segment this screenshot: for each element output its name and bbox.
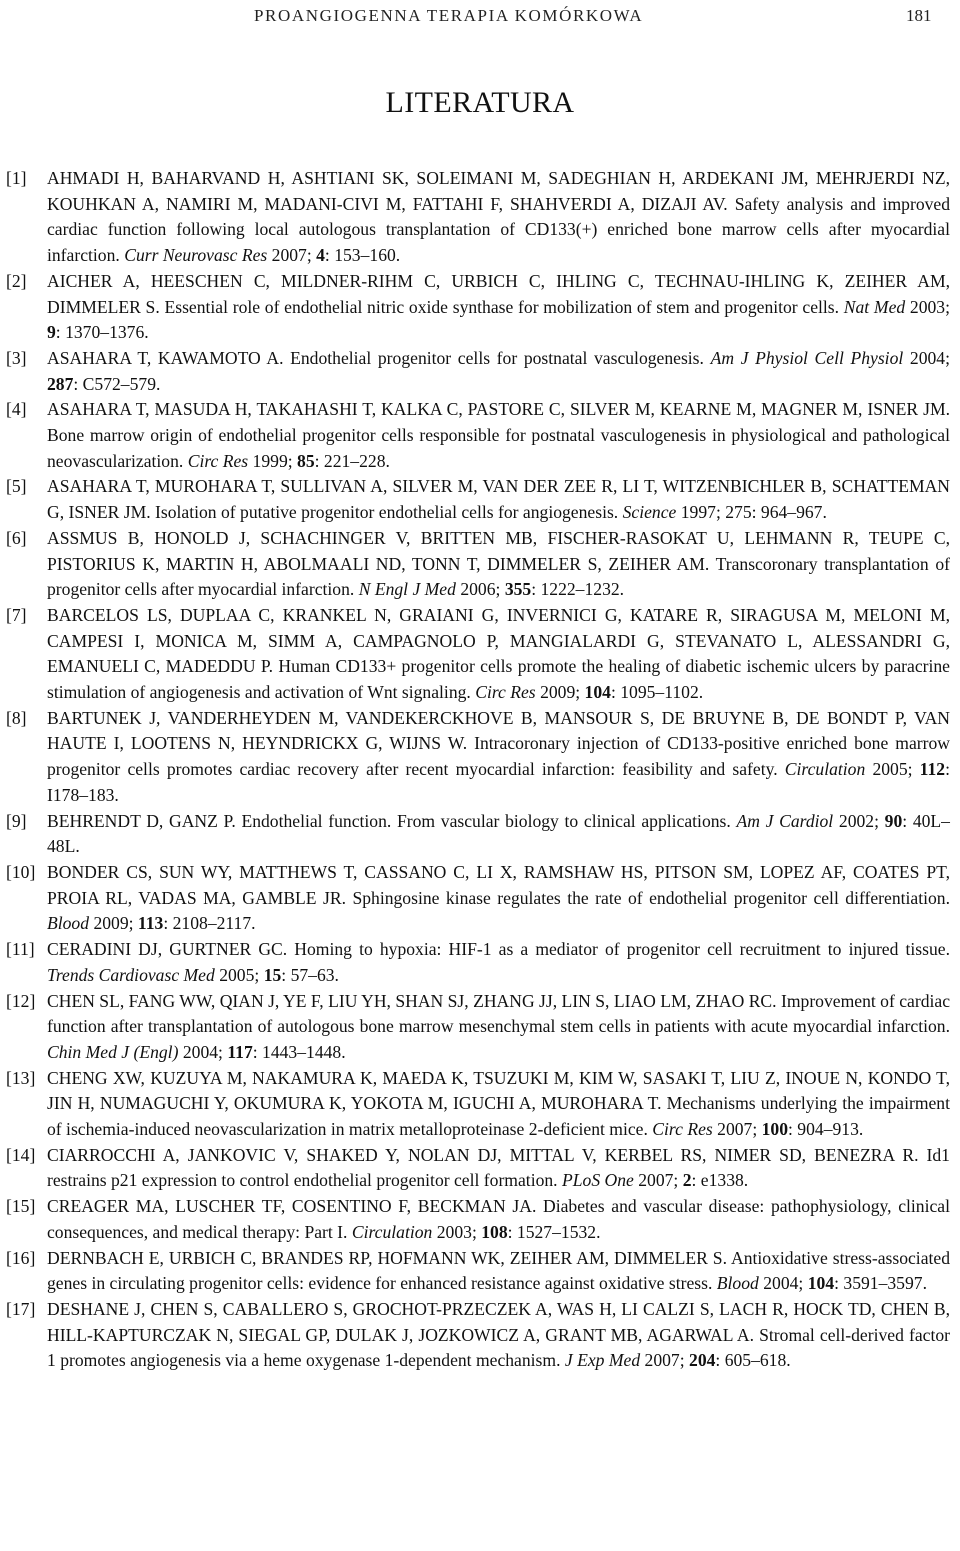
reference-number: [1] bbox=[6, 168, 27, 188]
reference-year: 2007; bbox=[717, 1119, 758, 1140]
reference-item bbox=[0, 1194, 960, 1245]
reference-title: Endothelial progenitor cells for postnatal vasculogenesis. bbox=[290, 347, 704, 368]
reference-number: [13] bbox=[6, 1067, 36, 1088]
reference-text bbox=[47, 399, 950, 470]
reference-pages: : 153–160. bbox=[324, 245, 401, 266]
reference-volume: 204 bbox=[689, 1350, 716, 1371]
reference-volume: 104 bbox=[584, 682, 611, 703]
reference-pages: : e1338. bbox=[691, 1170, 749, 1191]
section-title: LITERATURA bbox=[385, 86, 575, 119]
reference-authors: CHEN SL, FANG WW, QIAN J, YE F, LIU YH, SHAN SJ, ZHANG JJ, LIN S, LIAO LM, ZHAO RC. bbox=[47, 990, 777, 1011]
reference-number: [10] bbox=[6, 861, 36, 882]
reference-number: [7] bbox=[6, 604, 27, 625]
reference-number: [2] bbox=[6, 270, 27, 291]
reference-year: 2007; bbox=[271, 245, 312, 266]
reference-authors: CHENG XW, KUZUYA M, NAKAMURA K, MAEDA K, TSUZUKI M, KIM W, SASAKI T, LIU Z, INOUE N, KONDO T, JIN H, NUMAGUCHI Y, OKUMURA K, YOKOTA M, IGUCHI A, MUROHARA T. bbox=[47, 1067, 950, 1114]
reference-year: 2004; bbox=[909, 347, 950, 368]
reference-pages: : 3591–3597. bbox=[834, 1273, 927, 1294]
reference-item bbox=[0, 809, 960, 860]
reference-year: 2009; bbox=[93, 913, 134, 934]
reference-number: [5] bbox=[6, 476, 27, 497]
reference-pages: : 1222–1232. bbox=[531, 579, 625, 600]
reference-item bbox=[0, 346, 960, 397]
reference-authors: ASSMUS B, HONOLD J, SCHACHINGER V, BRITTEN MB, FISCHER-RASOKAT U, LEHMANN R, TEUPE C, PISTORIUS K, MARTIN H, ABOLMAALI ND, TONN T, DIMMELER S, ZEIHER AM. bbox=[47, 527, 950, 574]
reference-year: 1999; bbox=[252, 450, 293, 471]
reference-item bbox=[0, 1143, 960, 1194]
reference-item bbox=[0, 1066, 960, 1143]
reference-number: [6] bbox=[6, 527, 27, 548]
reference-journal: Circulation bbox=[784, 759, 866, 780]
reference-journal: Curr Neurovasc Res bbox=[124, 245, 268, 266]
reference-title: Human CD133+ progenitor cells promote the healing of diabetic ischemic ulcers by paracrine stimulation of angiogenesis and activation of Wnt signaling. bbox=[47, 656, 950, 703]
reference-volume: 113 bbox=[137, 913, 164, 934]
reference-journal: Blood bbox=[47, 913, 90, 934]
reference-authors: BARCELOS LS, DUPLAA C, KRANKEL N, GRAIANI G, INVERNICI G, KATARE R, SIRAGUSA M, MELONI M, CAMPESI I, MONICA M, SIMM A, CAMPAGNOLO P, MANGIALARDI G, STEVANATO L, ALESSANDRI G, EMANUELI C, MADEDDU P. bbox=[47, 604, 950, 677]
reference-journal: Am J Physiol Cell Physiol bbox=[710, 347, 904, 368]
reference-text bbox=[47, 1248, 950, 1294]
reference-journal: Science bbox=[622, 502, 677, 523]
reference-authors: BEHRENDT D, GANZ P. bbox=[47, 810, 236, 831]
reference-item bbox=[0, 989, 960, 1066]
reference-year: 2004; bbox=[182, 1041, 223, 1062]
reference-pages: : 57–63. bbox=[281, 964, 339, 985]
reference-item bbox=[0, 526, 960, 603]
reference-number: [12] bbox=[6, 990, 36, 1011]
running-header bbox=[0, 6, 960, 30]
reference-item bbox=[0, 1297, 960, 1374]
reference-journal: Trends Cardiovasc Med bbox=[47, 964, 215, 985]
reference-journal: J Exp Med bbox=[564, 1350, 641, 1371]
reference-text bbox=[47, 476, 950, 522]
reference-number: [9] bbox=[6, 810, 27, 831]
reference-pages: : I178–183. bbox=[47, 759, 950, 805]
reference-text bbox=[47, 708, 950, 805]
reference-title: Diabetes and vascular disease: pathophysiology, clinical consequences, and medical therapy: Part I. bbox=[47, 1196, 950, 1242]
reference-authors: CIARROCCHI A, JANKOVIC V, SHAKED Y, NOLAN DJ, MITTAL V, KERBEL RS, NIMER SD, BENEZRA R. bbox=[47, 1144, 919, 1165]
reference-year: 2005; bbox=[872, 759, 913, 780]
reference-text bbox=[47, 348, 950, 394]
reference-volume: 287 bbox=[47, 373, 74, 394]
reference-item bbox=[0, 603, 960, 706]
reference-year: 2007; bbox=[644, 1350, 685, 1371]
reference-journal: Am J Cardiol bbox=[736, 810, 834, 831]
reference-text bbox=[47, 862, 950, 933]
reference-item bbox=[0, 269, 960, 346]
reference-year: 2007; bbox=[638, 1170, 679, 1191]
reference-volume: 104 bbox=[807, 1273, 835, 1294]
reference-text bbox=[47, 1068, 950, 1139]
reference-volume: 2 bbox=[682, 1170, 692, 1191]
reference-authors: BONDER CS, SUN WY, MATTHEWS T, CASSANO C, LI X, RAMSHAW HS, PITSON SM, LOPEZ AF, COATES PT, PROIA RL, VADAS MA, GAMBLE JR. bbox=[47, 861, 950, 908]
reference-volume: 9 bbox=[47, 322, 56, 343]
reference-journal: N Engl J Med bbox=[358, 579, 456, 600]
reference-pages: : 1095–1102. bbox=[610, 682, 704, 703]
reference-title: Stromal cell-derived factor 1 promotes angiogenesis via a heme oxygenase 1-dependent mechanism. bbox=[47, 1324, 950, 1371]
running-title: PROANGIOGENNA TERAPIA KOMÓRKOWA bbox=[254, 6, 644, 25]
reference-volume: 117 bbox=[227, 1041, 253, 1062]
reference-item bbox=[0, 706, 960, 809]
reference-number: [14] bbox=[6, 1144, 36, 1165]
reference-year: 2006; bbox=[460, 579, 501, 600]
reference-title: Essential role of endothelial nitric oxide synthase for mobilization of stem and progenitor cells. bbox=[164, 296, 840, 317]
reference-year: 2004; bbox=[763, 1273, 804, 1294]
reference-list bbox=[0, 166, 960, 1374]
reference-volume: 4 bbox=[316, 245, 325, 266]
reference-title: Sphingosine kinase regulates the rate of endothelial progenitor cell differentiation. bbox=[352, 887, 950, 908]
reference-authors: BARTUNEK J, VANDERHEYDEN M, VANDEKERCKHOVE B, MANSOUR S, DE BRUYNE B, DE BONDT P, VAN HAUTE I, LOOTENS N, HEYNDRICKX G, WIJNS W. bbox=[47, 707, 950, 754]
reference-pages: : 2108–2117. bbox=[163, 913, 256, 934]
reference-title: Antioxidative stress-associated genes in circulating progenitor cells: evidence for enhanced resistance against oxidative stress. bbox=[47, 1247, 950, 1294]
reference-number: [11] bbox=[6, 939, 35, 960]
reference-pages: : 1527–1532. bbox=[507, 1221, 601, 1242]
reference-text bbox=[47, 605, 950, 702]
reference-item bbox=[0, 860, 960, 937]
reference-year: 2009; bbox=[540, 682, 581, 703]
reference-journal: Circ Res bbox=[652, 1119, 713, 1140]
reference-year: 2003; bbox=[436, 1221, 477, 1242]
reference-authors: ASAHARA T, KAWAMOTO A. bbox=[47, 347, 284, 368]
reference-number: [16] bbox=[6, 1247, 36, 1268]
reference-text bbox=[47, 1196, 950, 1242]
reference-item bbox=[0, 166, 960, 269]
reference-authors: DERNBACH E, URBICH C, BRANDES RP, HOFMANN WK, ZEIHER AM, DIMMELER S. bbox=[47, 1247, 727, 1268]
reference-number: [15] bbox=[6, 1196, 36, 1217]
reference-item bbox=[0, 474, 960, 525]
reference-title: Mechanisms underlying the impairment of ischemia-induced neovascularization in matrix metalloproteinase 2-deficient mice. bbox=[47, 1093, 950, 1140]
reference-number: [4] bbox=[6, 399, 27, 420]
reference-journal: Chin Med J (Engl) bbox=[47, 1041, 179, 1062]
reference-pages: : 1370–1376. bbox=[55, 322, 149, 343]
reference-number: [3] bbox=[6, 347, 27, 368]
reference-title: Bone marrow origin of endothelial progenitor cells responsible for postnatal vasculogenesis in physiological and pathological neovascularization. bbox=[47, 425, 950, 471]
reference-text bbox=[47, 271, 950, 342]
reference-title: Intracoronary injection of CD133-positive enriched bone marrow progenitor cells promotes cardiac recovery after recent myocardial infarction: feasibility and safety. bbox=[47, 733, 950, 780]
reference-volume: 15 bbox=[263, 964, 282, 985]
reference-text bbox=[47, 1145, 950, 1191]
reference-volume: 85 bbox=[297, 450, 315, 471]
reference-journal: Circ Res bbox=[187, 450, 249, 471]
reference-text bbox=[47, 528, 950, 599]
reference-year: 2005; bbox=[219, 964, 260, 985]
reference-title: Safety analysis and improved cardiac function following local autologous transplantation of CD133(+) enriched bone marrow cells after myocardial infarction. bbox=[47, 193, 951, 266]
reference-title: Isolation of putative progenitor endothelial cells for angiogenesis. bbox=[155, 502, 619, 523]
page-number: 181 bbox=[906, 6, 932, 25]
reference-journal: Circulation bbox=[351, 1221, 433, 1242]
reference-journal: Nat Med bbox=[843, 296, 906, 317]
reference-pages: : 1443–1448. bbox=[252, 1041, 346, 1062]
reference-item bbox=[0, 937, 960, 988]
reference-title: Endothelial function. From vascular biology to clinical applications. bbox=[241, 810, 731, 831]
reference-title: Id1 restrains p21 expression to control endothelial progenitor cell formation. bbox=[47, 1144, 950, 1191]
reference-volume: 100 bbox=[761, 1119, 789, 1140]
reference-volume: 355 bbox=[504, 579, 532, 600]
reference-text bbox=[47, 991, 950, 1062]
reference-authors: AICHER A, HEESCHEN C, MILDNER-RIHM C, URBICH C, IHLING C, TECHNAU-IHLING K, ZEIHER AM, DIMMELER S. bbox=[47, 270, 950, 317]
reference-pages: : 904–913. bbox=[788, 1119, 864, 1140]
reference-volume: 112 bbox=[919, 759, 946, 780]
reference-volume: 108 bbox=[481, 1221, 508, 1242]
reference-pages: : 40L–48L. bbox=[47, 810, 950, 857]
reference-year: 2003; bbox=[909, 296, 950, 317]
reference-authors: DESHANE J, CHEN S, CABALLERO S, GROCHOT-PRZECZEK A, WAS H, LI CALZI S, LACH R, HOCK TD, CHEN B, HILL-KAPTURCZAK N, SIEGAL GP, DULAK J, JOZKOWICZ A, GRANT MB, AGARWAL A. bbox=[47, 1298, 950, 1345]
reference-title: Homing to hypoxia: HIF-1 as a mediator of progenitor cell recruitment to injured tissue. bbox=[294, 939, 950, 960]
reference-authors: CREAGER MA, LUSCHER TF, COSENTINO F, BECKMAN JA. bbox=[47, 1196, 537, 1217]
reference-authors: ASAHARA T, MUROHARA T, SULLIVAN A, SILVER M, VAN DER ZEE R, LI T, WITZENBICHLER B, SCHATTEMAN G, ISNER JM. bbox=[47, 476, 950, 523]
reference-item bbox=[0, 1246, 960, 1297]
reference-title: Transcoronary transplantation of progenitor cells after myocardial infarction. bbox=[47, 553, 950, 600]
reference-authors: ASAHARA T, MASUDA H, TAKAHASHI T, KALKA C, PASTORE C, SILVER M, KEARNE M, MAGNER M, ISNER JM. bbox=[47, 399, 950, 420]
reference-year: 2002; bbox=[838, 810, 879, 831]
reference-pages: : 221–228. bbox=[314, 450, 390, 471]
reference-pages: : C572–579. bbox=[73, 373, 161, 394]
reference-number: [8] bbox=[6, 707, 27, 728]
reference-number: [17] bbox=[6, 1298, 36, 1319]
reference-pages: : 605–618. bbox=[715, 1350, 791, 1371]
reference-year: 1997; 275: 964–967. bbox=[680, 502, 827, 523]
reference-journal: PLoS One bbox=[561, 1170, 634, 1191]
reference-journal: Blood bbox=[716, 1273, 759, 1294]
reference-text bbox=[47, 939, 950, 985]
reference-authors: CERADINI DJ, GURTNER GC. bbox=[47, 939, 288, 960]
reference-text bbox=[47, 168, 950, 265]
reference-title: Improvement of cardiac function after transplantation of autologous bone marrow mesenchymal stem cells in patients with acute myocardial infarction. bbox=[47, 990, 950, 1037]
reference-authors: AHMADI H, BAHARVAND H, ASHTIANI SK, SOLEIMANI M, SADEGHIAN H, ARDEKANI JM, MEHRJERDI NZ, KOUHKAN A, NAMIRI M, MADANI-CIVI M, FATTAHI F, SHAHVERDI A, DIZAJI AV. bbox=[47, 168, 950, 214]
reference-text bbox=[47, 1299, 950, 1370]
reference-item bbox=[0, 397, 960, 474]
reference-journal: Circ Res bbox=[475, 682, 536, 703]
reference-text bbox=[47, 811, 950, 857]
reference-volume: 90 bbox=[884, 810, 903, 831]
